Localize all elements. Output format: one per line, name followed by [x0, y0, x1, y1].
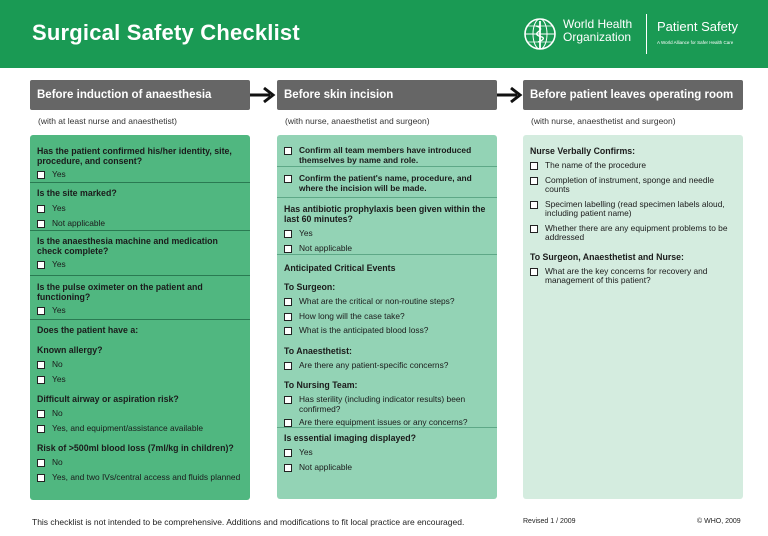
heading-nurse-confirms: Nurse Verbally Confirms:: [530, 146, 636, 156]
column-subtitle-incision: (with nurse, anaesthetist and surgeon): [285, 116, 430, 126]
option-site-yes[interactable]: [30, 204, 250, 214]
who-name-line1: World Health: [563, 17, 633, 31]
checkbox[interactable]: [284, 396, 292, 404]
section-identity: [30, 135, 250, 183]
option-blood-loss-no[interactable]: [30, 458, 250, 468]
checkbox[interactable]: [284, 362, 292, 370]
check-confirm-patient[interactable]: [277, 174, 497, 193]
check-team-intro[interactable]: [277, 146, 497, 165]
checkbox[interactable]: [37, 171, 45, 179]
checkbox[interactable]: [530, 201, 538, 209]
question-oximeter: Is the pulse oximeter on the patient and functioning?: [37, 282, 203, 302]
option-label: No: [52, 408, 63, 418]
option-label: Yes: [52, 305, 66, 315]
section-antibiotic: [277, 198, 497, 255]
subquestion-airway: Difficult airway or aspiration risk?: [37, 394, 179, 404]
section-oximeter: [30, 276, 250, 320]
option-blood-loss-yes[interactable]: [30, 473, 250, 483]
column-header-leaves-or: Before patient leaves operating room: [523, 80, 743, 110]
option-label: What is the anticipated blood loss?: [299, 325, 429, 335]
option-label: Not applicable: [299, 461, 353, 472]
question-identity: Has the patient confirmed his/her identity, site, procedure, and consent?: [37, 146, 232, 166]
column-header-induction: Before induction of anaesthesia: [30, 80, 250, 110]
option-label: What are the key concerns for recovery and management of this patient?: [545, 265, 708, 285]
subheading-to-anaesthetist: To Anaesthetist:: [284, 345, 352, 356]
option-antibiotic-yes[interactable]: [277, 229, 497, 239]
subquestion-blood-loss: Risk of >500ml blood loss (7ml/kg in children)?: [37, 443, 234, 453]
option-label: Whether there are any equipment problems to be addressed: [545, 222, 728, 242]
option-allergy-no[interactable]: [30, 360, 250, 370]
option-label: Are there equipment issues or any concerns?: [299, 417, 468, 427]
option-label: Confirm all team members have introduced themselves by name and role.: [299, 145, 472, 165]
checkbox[interactable]: [530, 225, 538, 233]
checkbox[interactable]: [284, 245, 292, 253]
subquestion-allergy: Known allergy?: [37, 345, 103, 355]
option-airway-no[interactable]: [30, 409, 250, 419]
option-label: Yes: [52, 203, 66, 213]
column-subtitle-induction: (with at least nurse and anaesthetist): [38, 116, 177, 126]
section-key-concerns: [523, 243, 743, 286]
option-blood-loss[interactable]: [277, 326, 497, 336]
panel-incision: [277, 135, 497, 499]
option-counts[interactable]: [523, 176, 743, 195]
option-label: Yes: [299, 447, 313, 457]
option-patient-concerns[interactable]: [277, 361, 497, 371]
option-case-duration[interactable]: [277, 312, 497, 322]
who-name: [563, 18, 632, 44]
heading-to-all-team: To Surgeon, Anaesthetist and Nurse:: [530, 251, 684, 262]
subheading-to-surgeon: To Surgeon:: [284, 282, 336, 292]
subheading-to-nursing: To Nursing Team:: [284, 380, 358, 390]
checkbox[interactable]: [284, 313, 292, 321]
patient-safety-title: Patient Safety: [657, 19, 738, 34]
option-label: Not applicable: [299, 242, 353, 253]
column-subtitle-leaves-or: (with nurse, anaesthetist and surgeon): [531, 116, 676, 126]
option-label: Yes: [52, 169, 66, 179]
option-sterility[interactable]: [277, 395, 497, 414]
banner-divider: [646, 14, 647, 54]
section-imaging: [277, 428, 497, 472]
option-equipment-issues[interactable]: [277, 418, 497, 428]
option-label: Yes, and two IVs/central access and fluids planned: [52, 471, 241, 482]
question-imaging: Is essential imaging displayed?: [284, 433, 416, 443]
option-site-na[interactable]: [30, 219, 250, 229]
option-label: Completion of instrument, sponge and needle counts: [545, 174, 715, 194]
section-patient-risks: [30, 320, 250, 482]
option-key-concerns[interactable]: [523, 267, 743, 286]
footer-revision: Revised 1 / 2009: [523, 518, 576, 525]
question-antibiotic: Has antibiotic prophylaxis been given within the last 60 minutes?: [284, 204, 486, 224]
option-label: No: [52, 457, 63, 467]
option-anaesthesia-yes[interactable]: [30, 260, 250, 270]
option-label: Yes: [52, 373, 66, 384]
option-imaging-yes[interactable]: [277, 448, 497, 458]
option-label: What are the critical or non-routine steps?: [299, 296, 455, 306]
checkbox[interactable]: [37, 361, 45, 369]
option-label: Not applicable: [52, 217, 106, 228]
checkbox[interactable]: [284, 464, 292, 472]
option-label: Yes, and equipment/assistance available: [52, 422, 204, 433]
panel-leaves-or: [523, 135, 743, 499]
option-label: Are there any patient-specific concerns?: [299, 359, 449, 370]
arrow-right-icon: [248, 85, 278, 105]
checkbox[interactable]: [37, 261, 45, 269]
checkbox[interactable]: [37, 205, 45, 213]
section-confirm-patient: [277, 167, 497, 198]
section-nurse-confirms: [523, 135, 743, 243]
checkbox[interactable]: [284, 230, 292, 238]
section-critical-events: [277, 255, 497, 428]
option-identity-yes[interactable]: [30, 170, 250, 180]
header-banner: [0, 0, 768, 68]
checkbox[interactable]: [37, 459, 45, 467]
panel-induction: [30, 135, 250, 500]
option-label: How long will the case take?: [299, 310, 405, 321]
question-site: Is the site marked?: [37, 188, 117, 198]
checkbox[interactable]: [37, 307, 45, 315]
checkbox[interactable]: [284, 175, 292, 183]
checkbox[interactable]: [530, 268, 538, 276]
checkbox[interactable]: [37, 425, 45, 433]
arrow-right-icon: [495, 85, 525, 105]
heading-critical-events: Anticipated Critical Events: [284, 263, 396, 273]
option-label: Specimen labelling (read specimen labels aloud, including patient name): [545, 198, 725, 218]
who-name-line2: Organization: [563, 30, 632, 44]
option-specimen-labelling[interactable]: [523, 200, 743, 219]
checkbox[interactable]: [284, 327, 292, 335]
option-label: Confirm the patient's name, procedure, and where the incision will be made.: [299, 173, 472, 193]
section-team-intro: [277, 135, 497, 167]
question-anaesthesia-check: Is the anaesthesia machine and medication check complete?: [37, 236, 218, 256]
option-label: Yes: [299, 228, 313, 238]
question-patient-risks: Does the patient have a:: [37, 325, 139, 335]
option-label: Has sterility (including indicator results) been confirmed?: [299, 394, 466, 414]
option-equipment-problems[interactable]: [523, 224, 743, 243]
option-oximeter-yes[interactable]: [30, 306, 250, 316]
option-imaging-na[interactable]: [277, 463, 497, 473]
checkbox[interactable]: [530, 177, 538, 185]
column-header-incision: Before skin incision: [277, 80, 497, 110]
checkbox[interactable]: [37, 220, 45, 228]
checkbox[interactable]: [37, 410, 45, 418]
checkbox[interactable]: [284, 147, 292, 155]
page-title: Surgical Safety Checklist: [32, 20, 300, 45]
option-antibiotic-na[interactable]: [277, 244, 497, 254]
checkbox[interactable]: [37, 376, 45, 384]
section-anaesthesia-check: [30, 231, 250, 276]
footer-copyright: © WHO, 2009: [697, 518, 741, 525]
checkbox[interactable]: [284, 298, 292, 306]
checkbox[interactable]: [284, 419, 292, 427]
footer-note: This checklist is not intended to be comprehensive. Additions and modifications to fit local practice are encouraged.: [32, 517, 465, 527]
option-critical-steps[interactable]: [277, 297, 497, 307]
option-label: The name of the procedure: [545, 160, 647, 170]
checkbox[interactable]: [284, 449, 292, 457]
option-label: Yes: [52, 259, 66, 269]
checkbox[interactable]: [530, 162, 538, 170]
option-label: No: [52, 359, 63, 369]
option-allergy-yes[interactable]: [30, 375, 250, 385]
checkbox[interactable]: [37, 474, 45, 482]
option-airway-yes[interactable]: [30, 424, 250, 434]
section-site: [30, 183, 250, 231]
who-emblem-icon: [522, 16, 558, 52]
patient-safety-subtitle: A World Alliance for Safer Health Care: [657, 40, 734, 45]
option-procedure-name[interactable]: [523, 161, 743, 171]
